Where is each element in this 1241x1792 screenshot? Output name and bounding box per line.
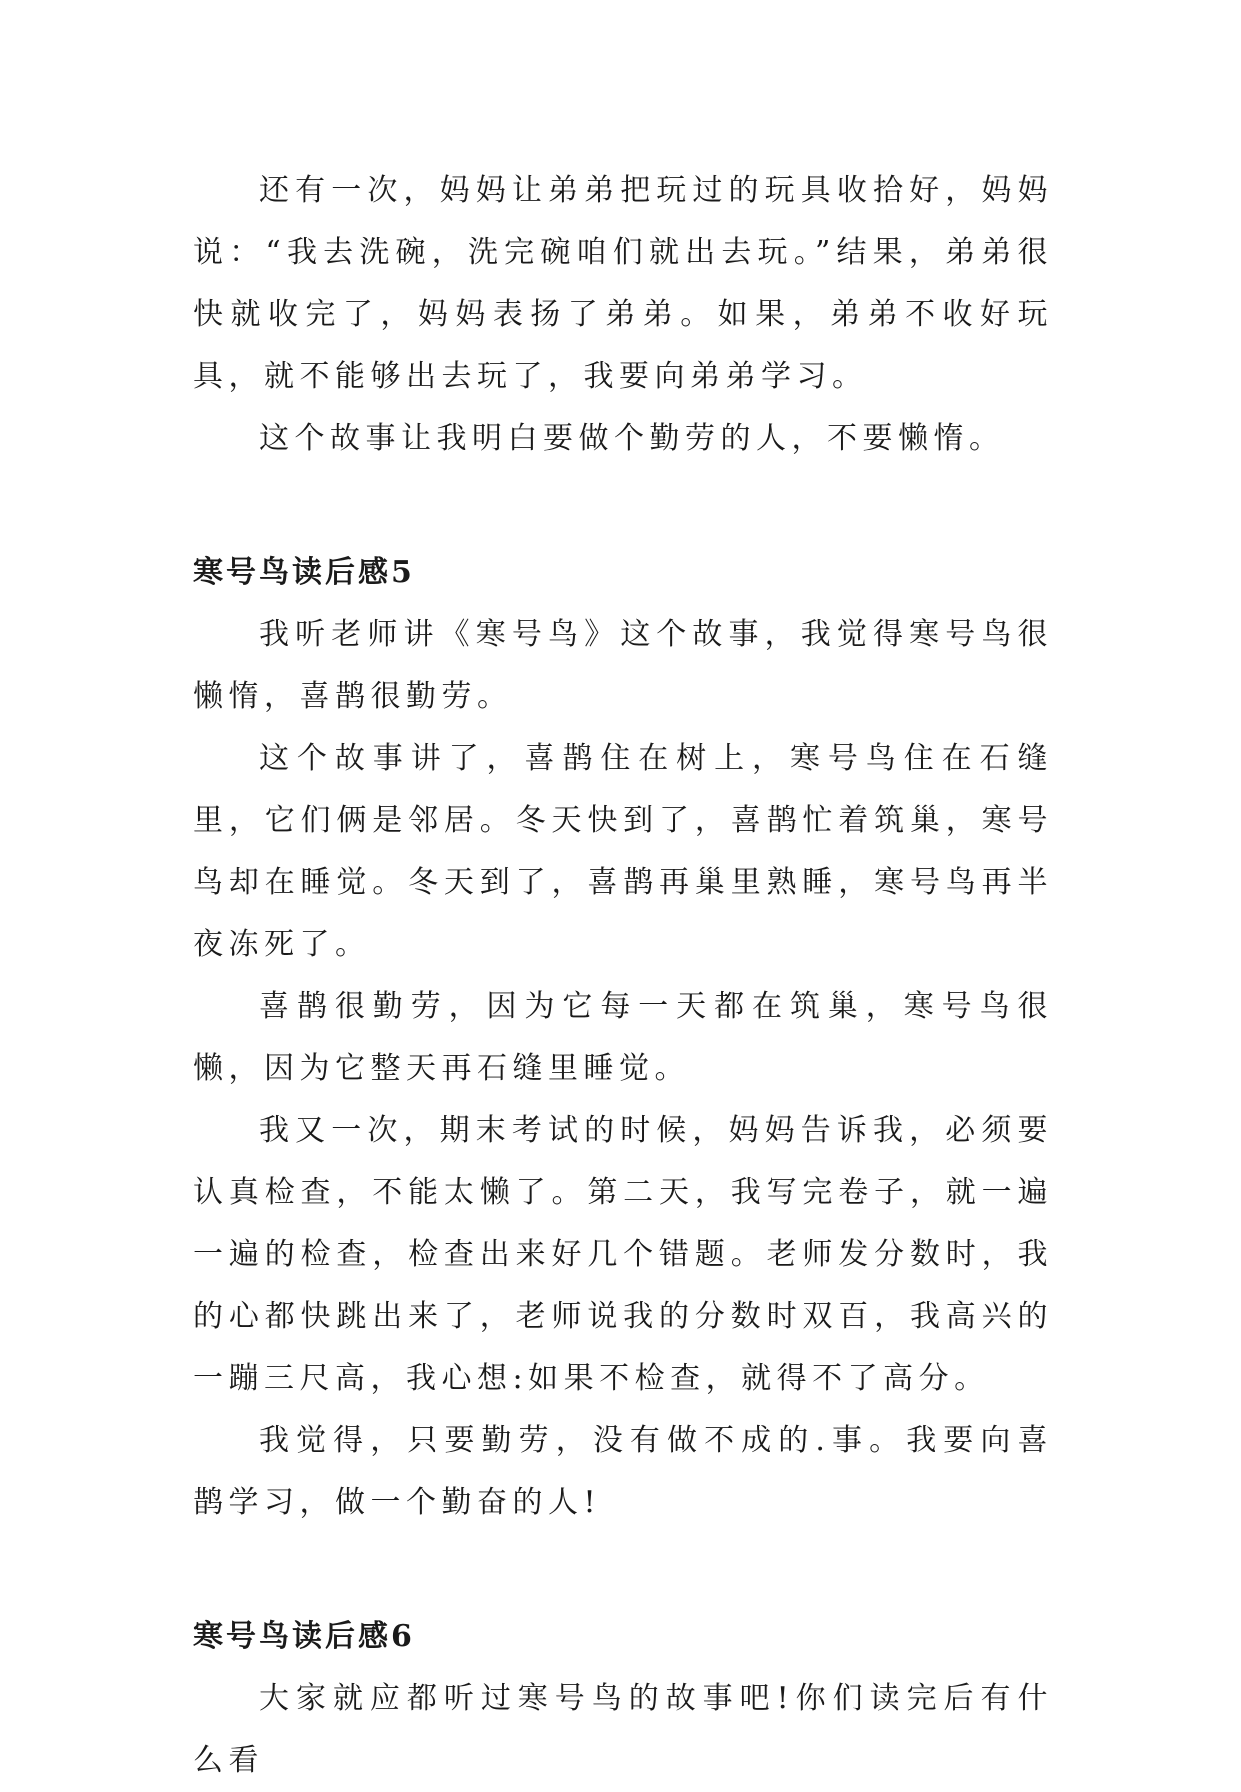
- paragraph-s5-story: 这个故事讲了，喜鹊住在树上，寒号鸟住在石缝里，它们俩是邻居。冬天快到了，喜鹊忙着筑巢，寒号鸟却在睡觉。冬天到了，喜鹊再巢里熟睡，寒号鸟再半夜冻死了。: [193, 741, 1053, 962]
- paragraph-lesson: 这个故事让我明白要做个勤劳的人，不要懒惰。: [259, 421, 1005, 456]
- paragraph-s5-conclusion: 我觉得，只要勤劳，没有做不成的.事。我要向喜鹊学习，做一个勤奋的人!: [193, 1423, 1053, 1520]
- document-page: [193, 160, 1053, 1792]
- paragraph-s6-intro: 大家就应都听过寒号鸟的故事吧!你们读完后有什么看: [193, 1681, 1053, 1778]
- section-heading-5: 寒号鸟读后感5: [193, 555, 415, 590]
- paragraph-s5-compare: 喜鹊很勤劳，因为它每一天都在筑巢，寒号鸟很懒，因为它整天再石缝里睡觉。: [193, 989, 1053, 1086]
- paragraph-s5-exam: 我又一次，期末考试的时候，妈妈告诉我，必须要认真检查，不能太懒了。第二天，我写完卷子，就一遍一遍的检查，检查出来好几个错题。老师发分数时，我的心都快跳出来了，老师说我的分数时双百，我高兴的一蹦三尺高，我心想:如果不检查，就得不了高分。: [193, 1113, 1053, 1396]
- section-heading-6: 寒号鸟读后感6: [193, 1619, 415, 1654]
- paragraph-toy-story: 还有一次，妈妈让弟弟把玩过的玩具收拾好，妈妈说：“我去洗碗，洗完碗咱们就出去玩。”结果，弟弟很快就收完了，妈妈表扬了弟弟。如果，弟弟不收好玩具，就不能够出去玩了，我要向弟弟学习。: [193, 173, 1053, 394]
- paragraph-s5-intro: 我听老师讲《寒号鸟》这个故事，我觉得寒号鸟很懒惰，喜鹊很勤劳。: [193, 617, 1053, 714]
